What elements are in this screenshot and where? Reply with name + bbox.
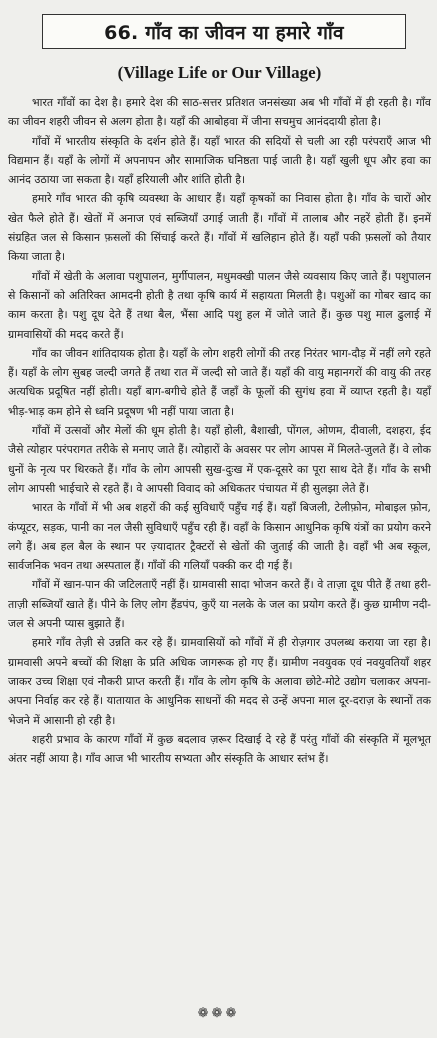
paragraph-3: हमारे गाँव भारत की कृषि व्यवस्था के आधार हैं। यहाँ कृषकों का निवास होता है। गाँव के चारों ओर खेत फैले होते हैं। खेतों में अनाज एवं सब्जियाँ उगाई जाती हैं। गाँवों में तालाब और नहरें होती हैं। इनमें संग्रहित जल से किसान फ़सलों की सिंचाई करते हैं। गाँवों में खलिहान होते हैं। यहाँ पकी फ़सलों को तैयार किया जाता है। xyxy=(8,192,431,264)
document-page xyxy=(0,14,437,1038)
paragraph-4: गाँवों में खेती के अलावा पशुपालन, मुर्गीपालन, मधुमक्खी पालन जैसे व्यवसाय किए जाते हैं। पशुपालन से किसानों को अतिरिक्त आमदनी होती है तथा कृषि कार्य में सहायता मिलती है। पशुओं का गोबर खाद का काम करता है। पशु दूध देते हैं तथा बैल, भैंसा आदि पशु हल में जोते जाते हैं। कुछ पशु माल ढुलाई में ग्रामवासियों की मदद करते हैं। xyxy=(8,269,431,341)
end-ornament: ❁❁❁ xyxy=(197,1006,240,1021)
essay-body xyxy=(8,93,431,768)
paragraph-6: गाँवों में उत्सवों और मेलों की धूम होती है। यहाँ होली, बैशाखी, पोंगल, ओणम, दीवाली, दशहरा, ईद जैसे त्योहार परंपरागत तरीके से मनाए जाते हैं। त्योहारों के अवसर पर लोग आपस में मिलते-जुलते हैं। वे लोक धुनों के नृत्य पर थिरकते हैं। गाँव के लोग आपसी सुख-दुःख में एक-दूसरे का पूरा साथ देते हैं। गाँव के सभी लोग आपसी भाईचारे से रहते हैं। वे आपसी विवाद को अधिकतर पंचायत में ही सुलझा लेते हैं। xyxy=(8,424,431,495)
essay-title: 66. गाँव का जीवन या हमारे गाँव xyxy=(104,21,344,44)
paragraph-2: गाँवों में भारतीय संस्कृति के दर्शन होते हैं। यहाँ भारत की सदियों से चली आ रही परंपराएँ आज भी विद्यमान हैं। यहाँ के लोगों में अपनापन और सामाजिक घनिष्ठता पाई जाती है। यहाँ खुली धूप और हवा का आनंद उठाया जा सकता है। यहाँ हरियाली और शांति होती है। xyxy=(8,134,431,187)
paragraph-8: गाँवों में खान-पान की जटिलताएँ नहीं हैं। ग्रामवासी सादा भोजन करते हैं। वे ताज़ा दूध पीते हैं तथा हरी-ताज़ी सब्जियाँ खाते हैं। पीने के लिए लोग हैंडपंप, कुएँ या नलके के जल का प्रयोग करते हैं। कुछ ग्रामीण नदी-जल से अपनी प्यास बुझाते हैं। xyxy=(8,578,431,631)
essay-subtitle: (Village Life or Our Village) xyxy=(117,63,322,82)
paragraph-1: भारत गाँवों का देश है। हमारे देश की साठ-सत्तर प्रतिशत जनसंख्या अब भी गाँवों में ही रहती है। गाँव का जीवन शहरी जीवन से अलग होता है। यहाँ की आबोहवा में जीना सचमुच आनंददायी होता है। xyxy=(8,96,431,129)
paragraph-9: हमारे गाँव तेज़ी से उन्नति कर रहे हैं। ग्रामवासियों को गाँवों में ही रोज़गार उपलब्ध कराया जा रहा है। ग्रामवासी अपने बच्चों की शिक्षा के प्रति अधिक जागरूक हो गए हैं। ग्रामीण नवयुवक एवं नवयुवतियाँ शहर जाकर उच्च शिक्षा एवं नौकरी प्राप्त करती हैं। गाँव के लोग कृषि के अलावा छोटे-मोटे उद्योग चलाकर अपना-अपना निर्वाह कर रहे हैं। यातायात के आधुनिक साधनों की मदद से उन्हें अपना माल दूर-दराज़ के स्थानों तक भेजने में आसानी हो रही है। xyxy=(8,636,431,727)
essay-title-box xyxy=(42,14,406,49)
paragraph-7: भारत के गाँवों में भी अब शहरों की कई सुविधाएँ पहुँच गई हैं। यहाँ बिजली, टेलीफ़ोन, मोबाइल फ़ोन, कंप्यूटर, सड़क, पानी का नल जैसी सुविधाएँ पहुँच रही हैं। वहाँ के किसान आधुनिक कृषि यंत्रों का प्रयोग करने लगे हैं। अब हल बैल के स्थान पर ज़्यादातर ट्रैक्टरों से खेतों की जुताई की जाती है। वहाँ भी अब स्कूल, सार्वजनिक भवन तथा अस्पताल हैं। गाँवों की गलियाँ पक्की कर दी गई हैं। xyxy=(8,501,431,573)
paragraph-10: शहरी प्रभाव के कारण गाँवों में कुछ बदलाव ज़रूर दिखाई दे रहे हैं परंतु गाँवों की संस्कृति में मूलभूत अंतर नहीं आया है। गाँव आज भी भारतीय सभ्यता और संस्कृति के आधार स्तंभ हैं। xyxy=(8,732,431,766)
paragraph-5: गाँव का जीवन शांतिदायक होता है। यहाँ के लोग शहरी लोगों की तरह निरंतर भाग-दौड़ में नहीं लगे रहते हैं। यहाँ के लोग सुबह जल्दी जगते हैं तथा रात में जल्दी सो जाते हैं। यहाँ की वायु महानगरों की वायु की तरह अत्यधिक प्रदूषित नहीं होती। यहाँ बाग-बगीचे होते हैं जहाँ के फूलों की सुगंध हवा में व्याप्त रहती है। यहाँ भीड़-भाड़ कम होने से ध्वनि प्रदूषण भी नहीं पाया जाता है। xyxy=(8,346,431,418)
